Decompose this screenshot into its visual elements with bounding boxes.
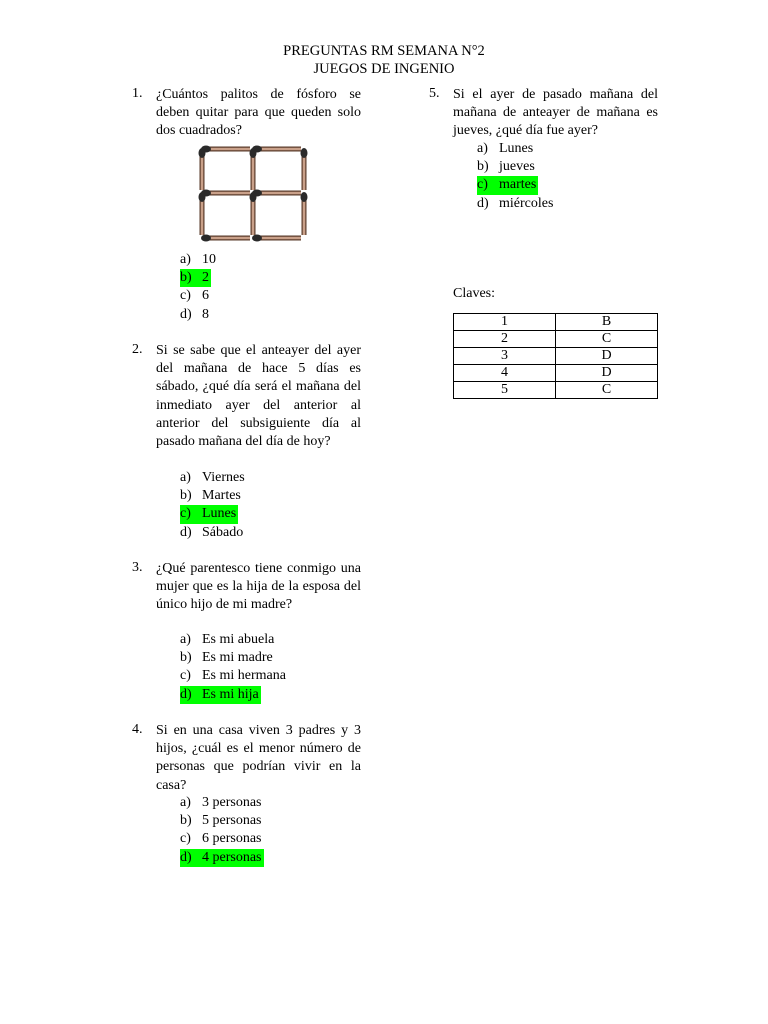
option-c: c) 6 personas <box>180 831 262 847</box>
option-d: d) Es mi hija <box>180 686 261 704</box>
option-b: b) 2 <box>180 269 211 287</box>
option-c: c) Es mi hermana <box>180 668 286 684</box>
key-answer-cell: D <box>556 365 658 382</box>
matchstick-head <box>199 148 206 158</box>
options-list <box>180 469 245 542</box>
option-a: a) Viernes <box>180 470 245 485</box>
key-question-cell: 5 <box>454 382 556 399</box>
question-text: ¿Qué parentesco tiene conmigo una mujer que es la hija de la esposa del único hijo de mi madre? <box>156 561 361 613</box>
question-2 <box>132 342 372 542</box>
matchstick-squares-figure <box>196 144 312 246</box>
matchstick-head <box>252 235 262 242</box>
key-answer-cell: B <box>556 314 658 331</box>
option-d: d) 8 <box>180 306 209 322</box>
matchstick-head <box>301 192 308 202</box>
option-b: b) jueves <box>477 159 535 175</box>
option-d: d) miércoles <box>477 195 554 211</box>
matchstick-head <box>301 148 308 158</box>
answer-key-label: Claves: <box>453 286 495 301</box>
option-c: c) martes <box>477 176 538 194</box>
table-row <box>454 314 658 331</box>
option-a: a) 10 <box>180 252 216 267</box>
option-a: a) Lunes <box>477 141 534 156</box>
options-list <box>477 140 553 213</box>
key-question-cell: 2 <box>454 331 556 348</box>
question-number: 1. <box>132 86 143 101</box>
options-list <box>180 631 286 704</box>
option-c: c) 6 <box>180 288 209 304</box>
question-3 <box>132 560 372 710</box>
matchstick-head <box>201 235 211 242</box>
key-question-cell: 1 <box>454 314 556 331</box>
option-b: b) Es mi madre <box>180 650 273 666</box>
key-answer-cell: D <box>556 348 658 365</box>
option-b: b) 5 personas <box>180 813 262 829</box>
option-c: c) Lunes <box>180 505 238 523</box>
question-4 <box>132 722 372 872</box>
option-a: a) 3 personas <box>180 795 262 810</box>
table-row <box>454 365 658 382</box>
question-number: 4. <box>132 722 143 737</box>
question-text: ¿Cuántos palitos de fósforo se deben quitar para que queden solo dos cuadrados? <box>156 87 361 139</box>
table-row <box>454 331 658 348</box>
question-text: Si el ayer de pasado mañana del mañana de anteayer de mañana es jueves, ¿qué día fue ayer? <box>453 87 658 139</box>
question-5 <box>429 86 669 226</box>
matchsticks <box>199 146 308 242</box>
options-list <box>180 794 264 867</box>
options-list <box>180 251 216 324</box>
question-number: 5. <box>429 86 440 101</box>
answer-key-table <box>453 313 658 399</box>
option-a: a) Es mi abuela <box>180 632 275 647</box>
matchstick-head <box>199 192 206 202</box>
key-question-cell: 4 <box>454 365 556 382</box>
key-question-cell: 3 <box>454 348 556 365</box>
question-text: Si en una casa viven 3 padres y 3 hijos, ¿cuál es el menor número de personas que podrían vivir en la casa? <box>156 723 361 793</box>
question-number: 3. <box>132 560 143 575</box>
question-text: Si se sabe que el anteayer del ayer del mañana de hace 5 días es sábado, ¿qué día será el mañana del inmediato ayer del anterior al anterior del subsiguiente día al pasado mañana del día de hoy? <box>156 343 361 450</box>
question-number: 2. <box>132 342 143 357</box>
table-row <box>454 382 658 399</box>
matchstick-head <box>250 192 257 202</box>
option-d: d) Sábado <box>180 524 244 540</box>
title-line-2: JUEGOS DE INGENIO <box>313 61 455 77</box>
option-d: d) 4 personas <box>180 849 264 867</box>
matchstick-head <box>250 148 257 158</box>
key-answer-cell: C <box>556 331 658 348</box>
option-b: b) Martes <box>180 488 241 504</box>
title-line-1: PREGUNTAS RM SEMANA N°2 <box>283 43 485 59</box>
table-row <box>454 348 658 365</box>
document-title <box>0 42 768 78</box>
key-answer-cell: C <box>556 382 658 399</box>
